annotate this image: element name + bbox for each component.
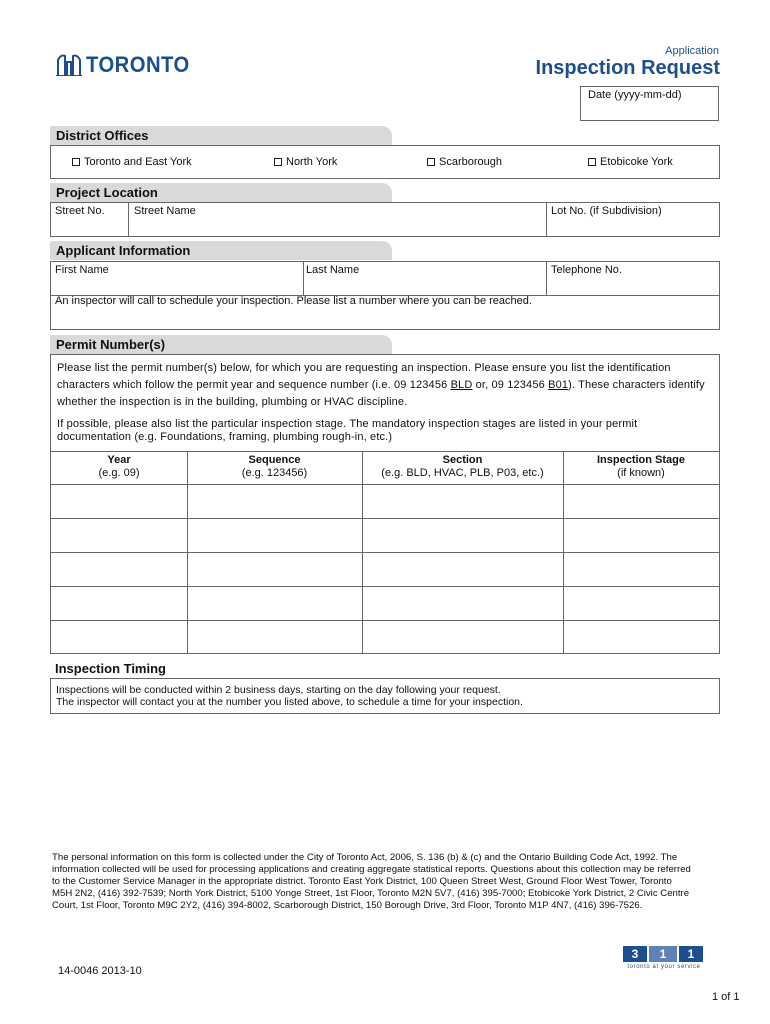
applicant-box [50, 261, 720, 330]
checkbox-label: Scarborough [439, 156, 502, 168]
permit-box [50, 354, 720, 654]
section-permit-numbers: Permit Number(s) [50, 335, 392, 354]
timing-text: Inspections will be conducted within 2 business days, starting on the day following your request. The inspector will contact you at the number you listed above, to schedule a time for your inspection. [56, 684, 523, 708]
checkbox-icon [588, 158, 596, 166]
checkbox-etobicoke-york[interactable] [588, 156, 673, 168]
street-name-field[interactable]: Street Name [134, 205, 196, 217]
checkbox-north-york[interactable] [274, 156, 337, 168]
column-sequence: Sequence (e.g. 123456) [241, 454, 308, 479]
telephone-field[interactable]: Telephone No. [551, 264, 622, 276]
date-label: Date (yyyy-mm-dd) [588, 89, 682, 101]
date-field[interactable] [580, 86, 719, 121]
application-label: Application [665, 45, 719, 57]
page-title: Inspection Request [535, 57, 720, 79]
section-district-offices: District Offices [50, 126, 392, 145]
page-number: 1 of 1 [712, 991, 740, 1003]
project-location-box [50, 202, 720, 237]
privacy-notice: The personal information on this form is collected under the City of Toronto Act, 2006, S. 136 (b) & (c) and the Ontario Building Code Act, 1992. The information collected will be used for processing applications and creating aggregate statistical reports. Questions about this collection may be referred to the Customer Service Manager in the appropriate district. Toronto East York District, 100 Queen Street West, Ground Floor West Tower, Toronto M5H 2N2, (416) 392-7539; North York District, 5100 Yonge Street, 1st Floor, Toronto M2N 5V7, (416) 395-7000; Etobicoke York District, 2 Civic Centre Court, 1st Floor, Toronto M9C 2Y2, (416) 394-8002, Scarborough District, 150 Borough Drive, 3rd Floor, Toronto M1P 4N7, (416) 396-7526. [52, 852, 691, 911]
checkbox-icon [427, 158, 435, 166]
checkbox-icon [72, 158, 80, 166]
first-name-field[interactable]: First Name [55, 264, 109, 276]
applicant-note: An inspector will call to schedule your inspection. Please list a number where you can be reached. [55, 295, 532, 307]
timing-box [50, 678, 720, 714]
table-row[interactable] [51, 485, 719, 518]
checkbox-label: North York [286, 156, 338, 168]
section-project-location: Project Location [50, 183, 392, 202]
column-section: Section (e.g. BLD, HVAC, PLB, P03, etc.) [381, 454, 544, 479]
table-row[interactable] [51, 621, 719, 654]
table-row[interactable] [51, 587, 719, 620]
toronto-logo [56, 48, 199, 76]
column-inspection-stage: Inspection Stage (if known) [596, 454, 686, 479]
checkbox-label: Etobicoke York [600, 156, 673, 168]
toronto-311-logo: 3 1 1 toronto at your service [623, 946, 705, 970]
checkbox-toronto-east-york[interactable] [72, 156, 192, 168]
city-hall-icon [56, 52, 82, 76]
section-inspection-timing: Inspection Timing [55, 661, 166, 676]
form-number: 14-0046 2013-10 [58, 965, 142, 977]
checkbox-icon [274, 158, 282, 166]
logo-wordmark: TORONTO [86, 52, 190, 77]
permit-stage-note: If possible, please also list the particular inspection stage. The mandatory inspection stages are listed in your permit documentation (e.g. Foundations, framing, plumbing rough-in, etc.) [57, 418, 638, 443]
checkbox-label: Toronto and East York [84, 156, 192, 168]
lot-no-field[interactable]: Lot No. (if Subdivision) [551, 205, 662, 217]
street-no-field[interactable]: Street No. [55, 205, 105, 217]
table-row[interactable] [51, 519, 719, 552]
checkbox-scarborough[interactable] [427, 156, 502, 168]
column-year: Year (e.g. 09) [98, 454, 140, 479]
section-applicant-information: Applicant Information [50, 241, 392, 260]
permit-instructions: Please list the permit number(s) below, for which you are requesting an inspection. Please ensure you list the identification characters which follow the permit year and sequence number (i.e. 09 123456 BLD or, 09 123456 B01). These characters identify whether the inspection is in the building, plumbing or HVAC discipline. [57, 362, 705, 408]
table-row[interactable] [51, 553, 719, 586]
last-name-field[interactable]: Last Name [306, 264, 360, 276]
